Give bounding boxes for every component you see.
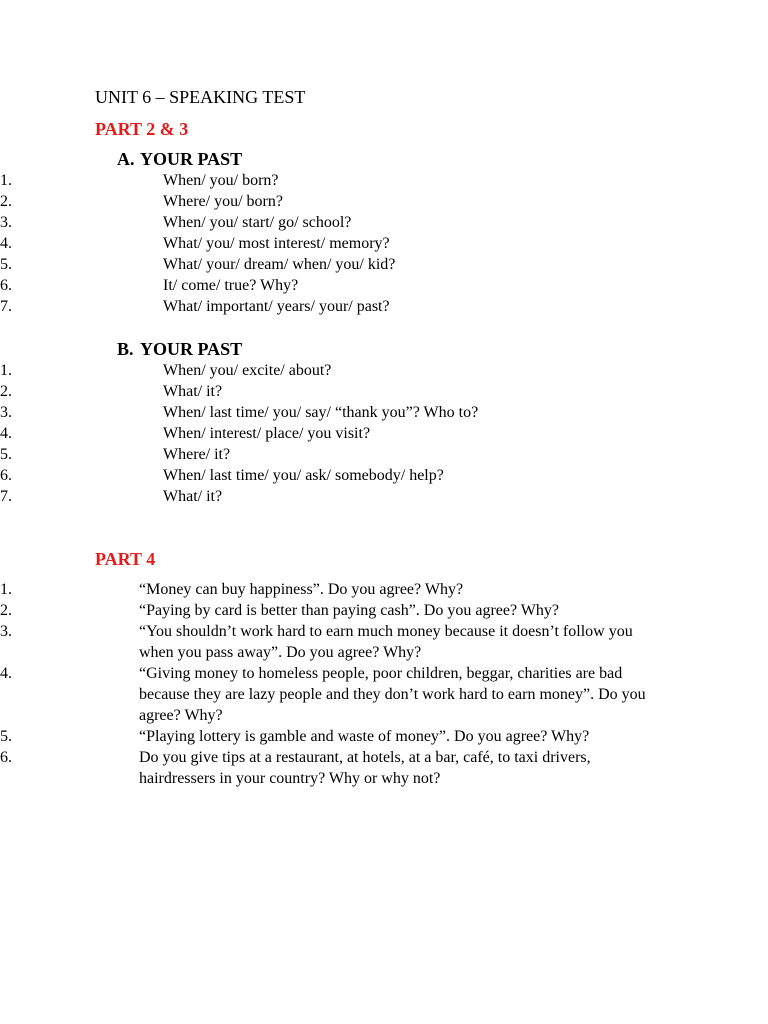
item-text: What/ you/ most interest/ memory? <box>163 235 390 252</box>
item-number: 6. <box>0 467 12 484</box>
list-item <box>0 486 478 507</box>
item-text: Where/ it? <box>163 446 231 463</box>
item-text: When/ interest/ place/ you visit? <box>163 425 371 442</box>
item-text: “You shouldn’t work hard to earn much money because it doesn’t follow you when you pass away”. Do you agree? Why? <box>139 623 633 661</box>
item-text: When/ you/ start/ go/ school? <box>163 214 352 231</box>
item-number: 2. <box>0 602 12 619</box>
item-number: 5. <box>0 728 12 745</box>
list-item <box>0 726 669 747</box>
item-text: When/ you/ born? <box>163 172 279 189</box>
item-number: 1. <box>0 172 12 189</box>
item-text-part: “Giving money to homeless people, poor children, <box>139 665 463 682</box>
list-item <box>0 191 395 212</box>
list-item <box>0 747 669 789</box>
section-b-title: YOUR PAST <box>140 339 243 359</box>
item-number: 3. <box>0 623 12 640</box>
section-a-question-list <box>0 170 395 317</box>
item-text: Do you give tips at a restaurant, at hotels, at a bar, café, to taxi drivers, hairdressers in your country? Why or why not? <box>139 749 591 787</box>
section-b-heading <box>117 338 242 360</box>
item-number: 3. <box>0 214 12 231</box>
item-text-part: and they don’t work hard to earn money”. Do you agree? Why? <box>139 686 646 724</box>
item-number: 2. <box>0 193 12 210</box>
list-item <box>0 465 478 486</box>
list-item <box>0 254 395 275</box>
section-b-letter: B. <box>117 339 134 359</box>
item-text: Where/ you/ born? <box>163 193 283 210</box>
item-text: What/ it? <box>163 383 223 400</box>
item-number: 3. <box>0 404 12 421</box>
list-item <box>0 360 478 381</box>
item-number: 1. <box>0 581 12 598</box>
section-a-title: YOUR PAST <box>140 149 243 169</box>
list-item <box>0 212 395 233</box>
list-item <box>0 381 478 402</box>
section-b-question-list <box>0 360 478 507</box>
section-a-letter: A. <box>117 149 135 169</box>
item-text: When/ last time/ you/ ask/ somebody/ help? <box>163 467 444 484</box>
item-number: 4. <box>0 425 12 442</box>
page-title: UNIT 6 – SPEAKING TEST <box>95 87 306 107</box>
item-text-part: beggar, charities are bad because they are lazy people <box>139 665 623 703</box>
item-text: When/ you/ excite/ about? <box>163 362 332 379</box>
item-number: 4. <box>0 665 12 682</box>
list-item <box>0 423 478 444</box>
list-item <box>0 621 669 663</box>
list-item <box>0 170 395 191</box>
item-number: 5. <box>0 256 12 273</box>
item-number: 7. <box>0 298 12 315</box>
list-item <box>0 402 478 423</box>
part-2-3-heading: PART 2 & 3 <box>95 119 189 139</box>
item-text <box>139 663 669 726</box>
item-text: What/ it? <box>163 488 223 505</box>
list-item <box>0 663 669 726</box>
item-number: 2. <box>0 383 12 400</box>
item-text: “Money can buy happiness”. Do you agree? Why? <box>139 581 464 598</box>
part-4-question-list <box>0 579 669 789</box>
list-item <box>0 233 395 254</box>
list-item <box>0 579 669 600</box>
list-item <box>0 275 395 296</box>
item-number: 6. <box>0 749 12 766</box>
item-text: It/ come/ true? Why? <box>163 277 299 294</box>
item-text: “Playing lottery is gamble and waste of money”. Do you agree? Why? <box>139 728 590 745</box>
item-number: 1. <box>0 362 12 379</box>
list-item <box>0 444 478 465</box>
item-number: 7. <box>0 488 12 505</box>
item-text: “Paying by card is better than paying cash”. Do you agree? Why? <box>139 602 559 619</box>
item-number: 4. <box>0 235 12 252</box>
list-item <box>0 600 669 621</box>
item-text: What/ important/ years/ your/ past? <box>163 298 390 315</box>
item-number: 6. <box>0 277 12 294</box>
item-number: 5. <box>0 446 12 463</box>
item-text: When/ last time/ you/ say/ “thank you”? Who to? <box>163 404 479 421</box>
part-4-heading: PART 4 <box>95 549 156 569</box>
section-a-heading <box>117 148 242 170</box>
list-item <box>0 296 395 317</box>
item-text: What/ your/ dream/ when/ you/ kid? <box>163 256 396 273</box>
